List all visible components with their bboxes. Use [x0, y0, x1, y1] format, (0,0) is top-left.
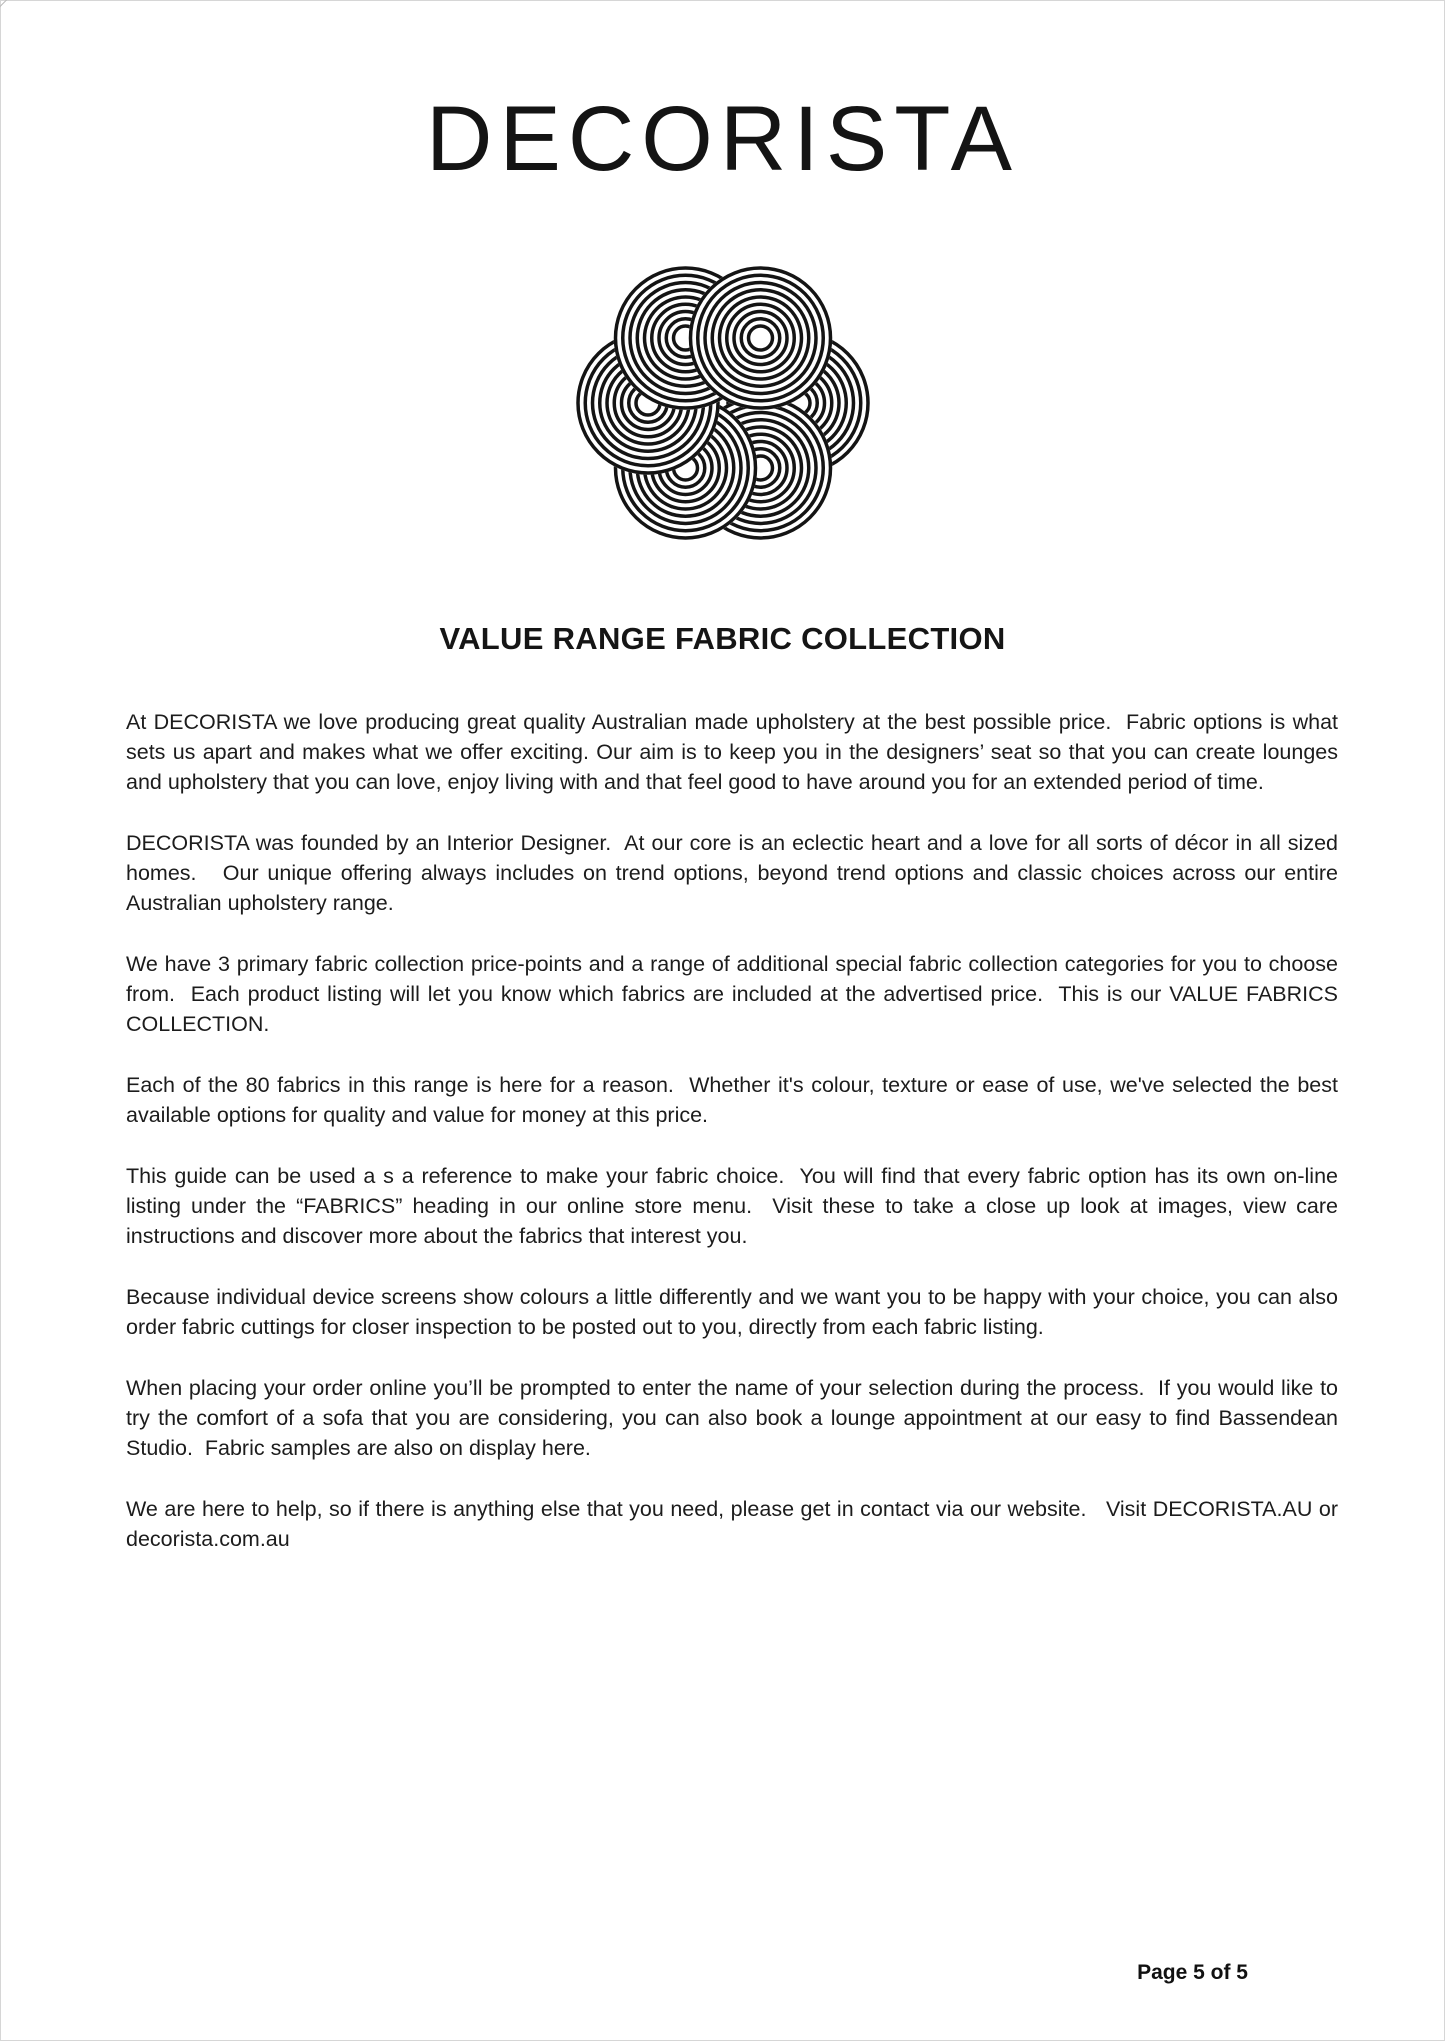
paragraph-pricepoints: We have 3 primary fabric collection price-points and a range of additional special fabric collection categories for you to choose from. Each product listing will let you know which fabrics are included at the advertised price. This is our VALUE FABRICS COLLECTION.: [126, 952, 1344, 1036]
page-title: VALUE RANGE FABRIC COLLECTION: [439, 621, 1006, 656]
paragraph-contact: We are here to help, so if there is anything else that you need, please get in contact via our website. Visit DECORISTA.AU or decorista.com.au: [126, 1497, 1344, 1551]
brand-wordmark: DECORISTA: [426, 88, 1019, 190]
paragraph-ordering: When placing your order online you’ll be prompted to enter the name of your selection during the process. If you would like to try the comfort of a sofa that you are considering, you can also book a lounge appointment at our easy to find Bassendean Studio. Fabric samples are also on display here.: [126, 1376, 1344, 1460]
decorista-logo-icon: [1, 253, 1444, 553]
paragraph-intro: At DECORISTA we love producing great quality Australian made upholstery at the best possible price. Fabric options is what sets us apart and makes what we offer exciting. Our aim is to keep you in the designers’ seat so that you can create lounges and upholstery that you can love, enjoy living with and that feel good to have around you for an extended period of time.: [126, 710, 1344, 794]
page-corner-fold: [0, 0, 44, 20]
paragraph-founding: DECORISTA was founded by an Interior Designer. At our core is an eclectic heart and a love for all sorts of décor in all sized homes. Our unique offering always includes on trend options, beyond trend options and classic choices across our entire Australian upholstery range.: [126, 831, 1344, 915]
paragraph-guide-usage: This guide can be used a s a reference to make your fabric choice. You will find that every fabric option has its own on-line listing under the “FABRICS” heading in our online store menu. Visit these to take a close up look at images, view care instructions and discover more about the fabrics that interest you.: [126, 1164, 1344, 1248]
paragraph-fabric-cuttings: Because individual device screens show colours a little differently and we want you to be happy with your choice, you can also order fabric cuttings for closer inspection to be posted out to you, directly from each fabric listing.: [126, 1285, 1344, 1339]
body-text: [126, 707, 1344, 1585]
paragraph-80-fabrics: Each of the 80 fabrics in this range is here for a reason. Whether it's colour, texture or ease of use, we've selected the best available options for quality and value for money at this price.: [126, 1073, 1344, 1127]
page-number: Page 5 of 5: [1137, 1961, 1248, 1984]
